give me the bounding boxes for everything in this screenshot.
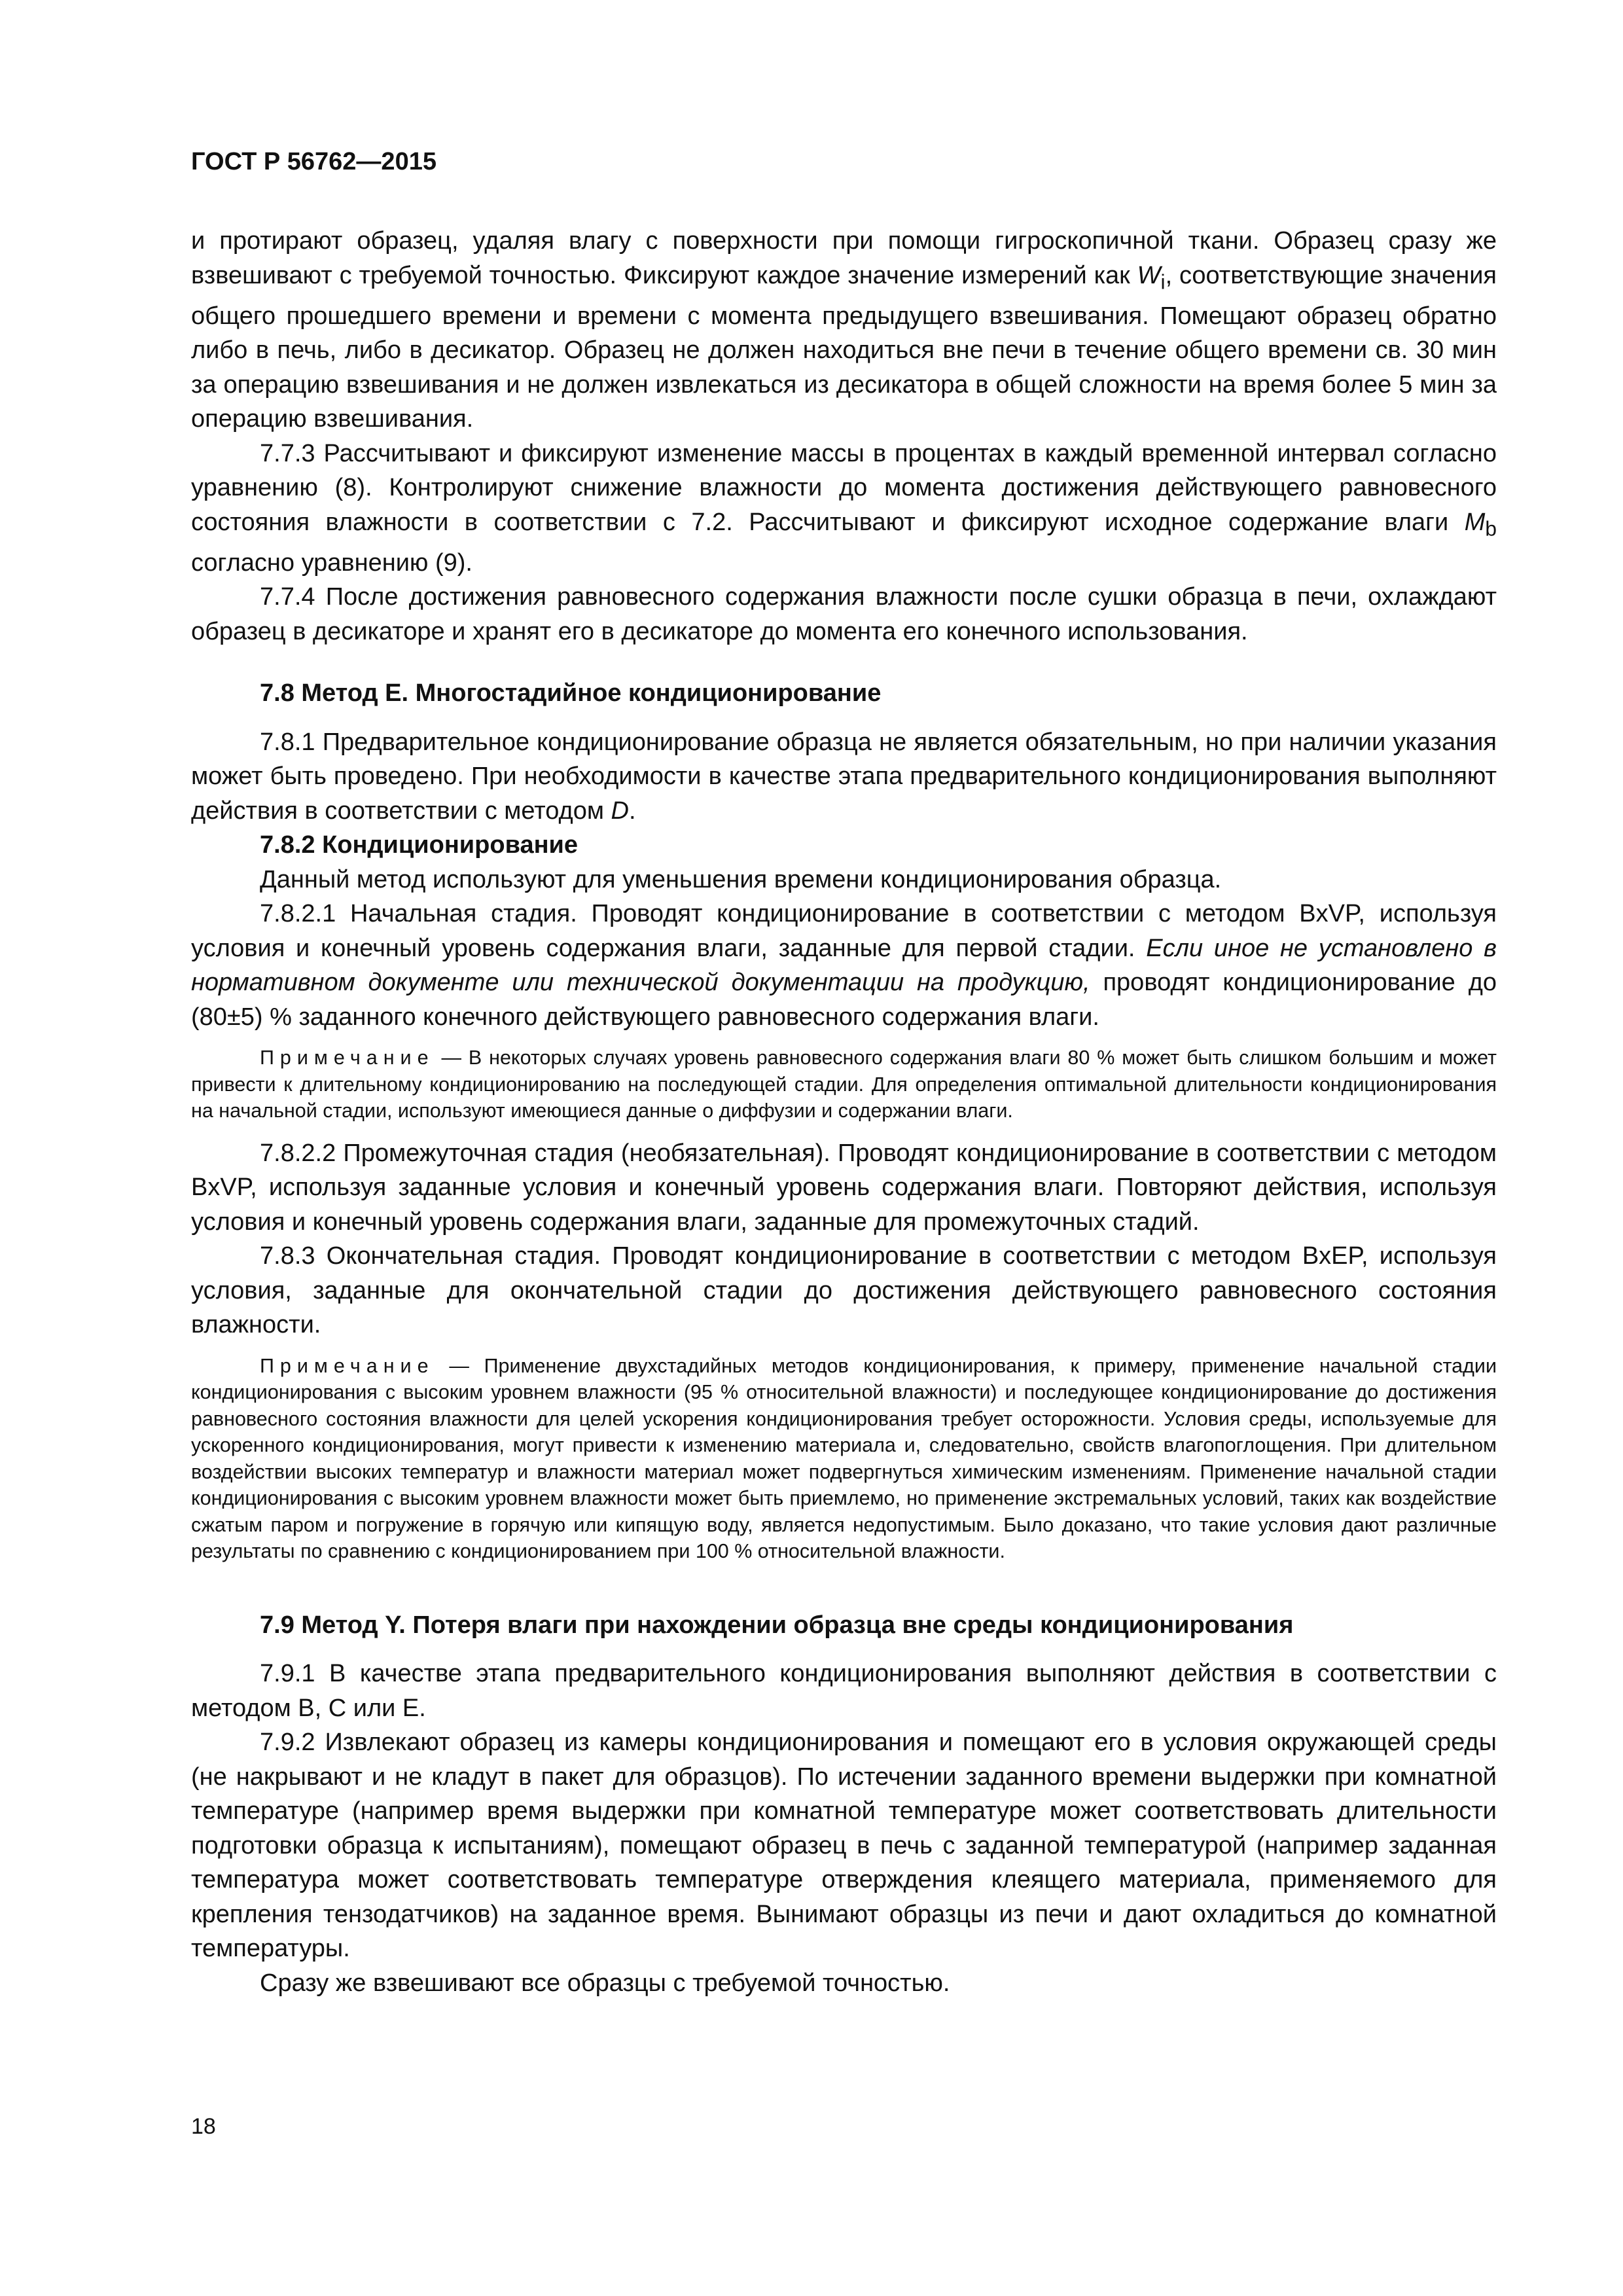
document-body xyxy=(191,224,1497,2000)
paragraph-7-9-2: 7.9.2 Извлекают образец из камеры кондиционирования и помещают его в условия окружающей среды (не накрывают и не кладут в пакет для образцов). По истечении заданного времени выдержки при комнатной температуре (например время выдержки при комнатной температуре может соответствовать длительности подготовки образца к испытаниям), помещают образец в печь с заданной температурой (например заданная температура может соответствовать температуре отверждения клеящего материала, применяемого для крепления тензодатчиков) на заданное время. Вынимают образцы из печи и дают охладиться до комнатной температуры. xyxy=(191,1729,1497,1963)
paragraph-7-8-1: 7.8.1 Предварительное кондиционирование образца не является обязательным, но при наличии указания может быть проведено. При необходимости в качестве этапа предварительного кондиционирования выполняют действия в соответствии с методом D. xyxy=(191,728,1497,825)
section-heading-7-8: 7.8 Метод Е. Многостадийное кондиционирование xyxy=(260,679,882,708)
paragraph-7-8-2-1: 7.8.2.1 Начальная стадия. Проводят кондиционирование в соответствии с методом BxVP, используя условия и конечный уровень содержания влаги, заданные для первой стадии. Если иное не установлено в нормативном документе или технической документации на продукцию, проводят кондиционирование до (80±5) % заданного конечного действующего равновесного содержания влаги. xyxy=(191,900,1497,1031)
note-1: Примечание — В некоторых случаях уровень равновесного содержания влаги 80 % может быть слишком большим и может привести к длительному кондиционированию на последующей стадии. Для определения оптимальной длительности кондиционирования на начальной стадии, используют имеющиеся данные о диффузии и содержании влаги. xyxy=(191,1047,1497,1122)
paragraph-continuation: и протирают образец, удаляя влагу с поверхности при помощи гигроскопичной ткани. Образец сразу же взвешивают с требуемой точностью. Фиксируют каждое значение измерений как $W_i$, соответствующие значения общего прошедшего времени и времени с момента предыдущего взвешивания. Помещают образец обратно либо в печь, либо в десикатор. Образец не должен находиться вне печи в течение общего времени св. 30 мин за операцию взвешивания и не должен извлекаться из десикатора в общей сложности на время более 5 мин за операцию взвешивания. xyxy=(191,227,1497,433)
note-label: Примечание xyxy=(260,1354,435,1377)
document-page xyxy=(191,0,1497,2296)
note-label: Примечание xyxy=(260,1047,435,1069)
paragraph-7-8-2-2: 7.8.2.2 Промежуточная стадия (необязательная). Проводят кондиционирование в соответствии с методом BxVP, используя заданные условия и конечный уровень содержания влаги. Повторяют действия, используя условия и конечный уровень содержания влаги, заданные для промежуточных стадий. xyxy=(191,1139,1497,1236)
note-2: Примечание — Применение двухстадийных методов кондиционирования, к примеру, применение начальной стадии кондиционирования с высоким уровнем влажности (95 % относительной влажности) и последующее кондиционирование до достижения равновесного состояния влажности для целей ускорения кондиционирования требует осторожности. Условия среды, используемые для ускоренного кондиционирования, могут привести к изменению материала и, следовательно, свойств влагопоглощения. При длительном воздействии высоких температур и влажности материал может подвергнуться химическим изменениям. Применение начальной стадии кондиционирования с высоким уровнем влажности может быть приемлемо, но применение экстремальных условий, таких как воздействие сжатым паром и погружение в горячую или кипящую воду, является недопустимым. Было доказано, что такие условия дают различные результаты по сравнению с кондиционированием при 100 % относительной влажности. xyxy=(191,1354,1497,1563)
document-header: ГОСТ Р 56762—2015 xyxy=(191,148,437,175)
paragraph-7-7-4: 7.7.4 После достижения равновесного содержания влажности после сушки образца в печи, охлаждают образец в десикаторе и хранят его в десикаторе до момента его конечного использования. xyxy=(191,583,1497,645)
paragraph-7-8-2: Данный метод используют для уменьшения времени кондиционирования образца. xyxy=(260,865,1222,893)
paragraph-7-7-3: 7.7.3 Рассчитывают и фиксируют изменение массы в процентах в каждый временной интервал согласно уравнению (8). Контролируют снижение влажности до момента достижения действующего равновесного состояния влажности в соответствии с 7.2. Рассчитывают и фиксируют исходное содержание влаги $M_b$ согласно уравнению (9). xyxy=(191,439,1497,577)
section-heading-7-9: 7.9 Метод Y. Потеря влаги при нахождении образца вне среды кондиционирования xyxy=(260,1611,1294,1639)
paragraph-7-8-3: 7.8.3 Окончательная стадия. Проводят кондиционирование в соответствии с методом BxEP, используя условия, заданные для окончательной стадии до достижения действующего равновесного состояния влажности. xyxy=(191,1242,1497,1339)
subsection-heading-7-8-2: 7.8.2 Кондиционирование xyxy=(260,831,579,859)
paragraph-7-9-3: Сразу же взвешивают все образцы с требуемой точностью. xyxy=(260,1969,950,1997)
page-number: 18 xyxy=(191,2114,216,2139)
paragraph-7-9-1: 7.9.1 В качестве этапа предварительного кондиционирования выполняют действия в соответствии с методом В, С или Е. xyxy=(191,1660,1497,1722)
